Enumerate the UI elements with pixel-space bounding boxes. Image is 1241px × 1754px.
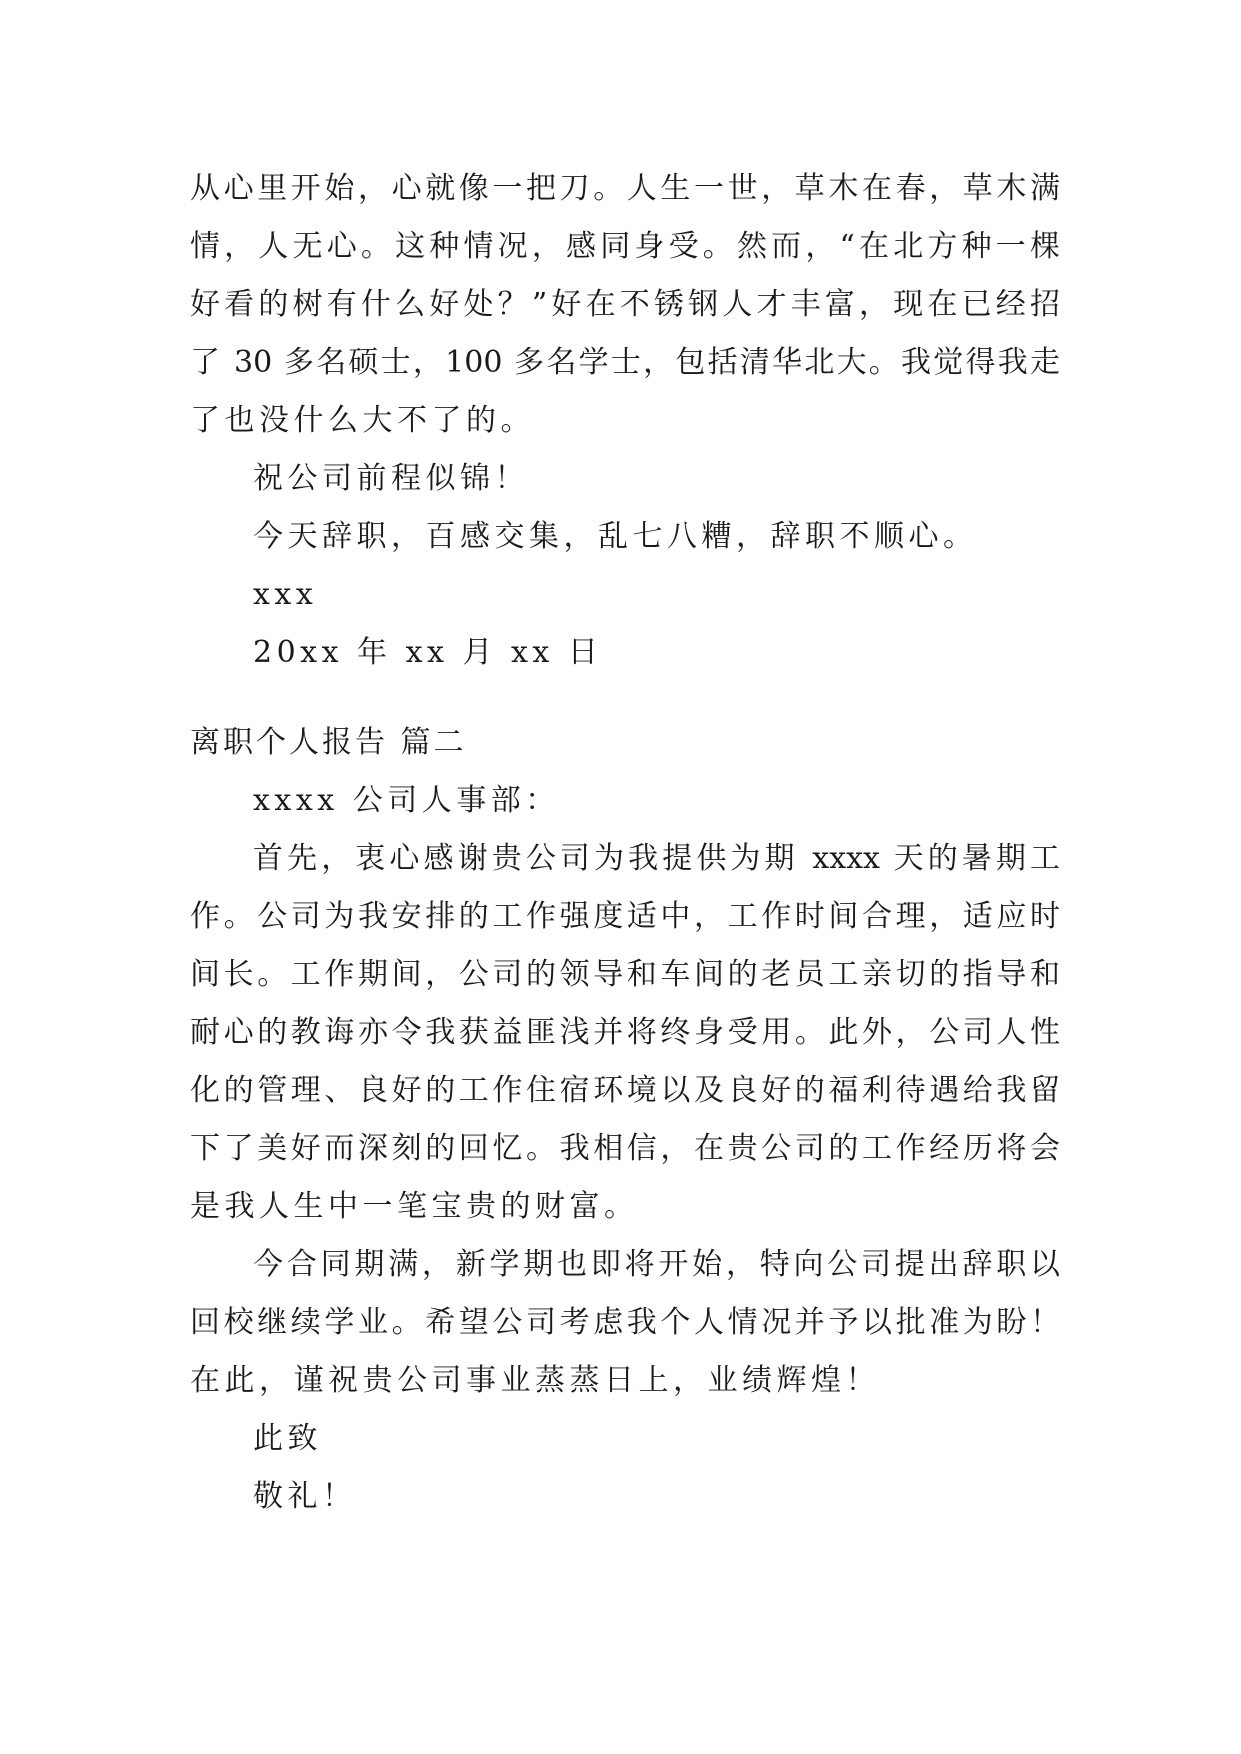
wish-line: 祝公司前程似锦！ (253, 461, 529, 496)
text-line: 情，人无心。这种情况，感同身受。然而，“在北方种一棵 (190, 229, 1060, 264)
paragraph-3 (190, 1236, 1060, 1410)
closing-line-2: 敬礼！ (253, 1479, 357, 1514)
paragraph-1 (190, 160, 1060, 450)
text-line: 间长。工作期间，公司的领导和车间的老员工亲切的指导和 (190, 957, 1060, 992)
closing-line-1: 此致 (253, 1421, 322, 1456)
text-line: 是我人生中一笔宝贵的财富。 (190, 1189, 639, 1224)
salutation: xxxx 公司人事部： (253, 783, 560, 818)
section-title: 离职个人报告 篇二 (190, 725, 467, 760)
text-line: 了 30 多名硕士，100 多名学士，包括清华北大。我觉得我走 (190, 345, 1060, 380)
text-line: 作。公司为我安排的工作强度适中，工作时间合理，适应时 (190, 899, 1060, 934)
text-line: 今合同期满，新学期也即将开始，特向公司提出辞职以 (253, 1247, 1060, 1282)
date-line: 20xx 年 xx 月 xx 日 (253, 635, 603, 670)
document-page (190, 160, 1060, 1526)
text-line: 下了美好而深刻的回忆。我相信，在贵公司的工作经历将会 (190, 1131, 1060, 1166)
text-line: 在此，谨祝贵公司事业蒸蒸日上，业绩辉煌！ (190, 1363, 880, 1398)
text-line: 化的管理、良好的工作住宿环境以及良好的福利待遇给我留 (190, 1073, 1060, 1108)
text-line: 从心里开始，心就像一把刀。人生一世，草木在春，草木满 (190, 171, 1060, 206)
text-line: 了也没什么大不了的。 (190, 403, 535, 438)
text-line: 首先，衷心感谢贵公司为我提供为期 xxxx 天的暑期工 (253, 841, 1060, 876)
text-line: 回校继续学业。希望公司考虑我个人情况并予以批准为盼！ (190, 1305, 1060, 1340)
text-line: 耐心的教诲亦令我获益匪浅并将终身受用。此外，公司人性 (190, 1015, 1060, 1050)
text-line: 好看的树有什么好处？”好在不锈钢人才丰富，现在已经招 (190, 287, 1060, 322)
resignation-note: 今天辞职，百感交集，乱七八糟，辞职不顺心。 (253, 519, 978, 554)
paragraph-2 (190, 830, 1060, 1236)
section-gap (190, 682, 1060, 714)
signature: xxx (253, 577, 318, 612)
